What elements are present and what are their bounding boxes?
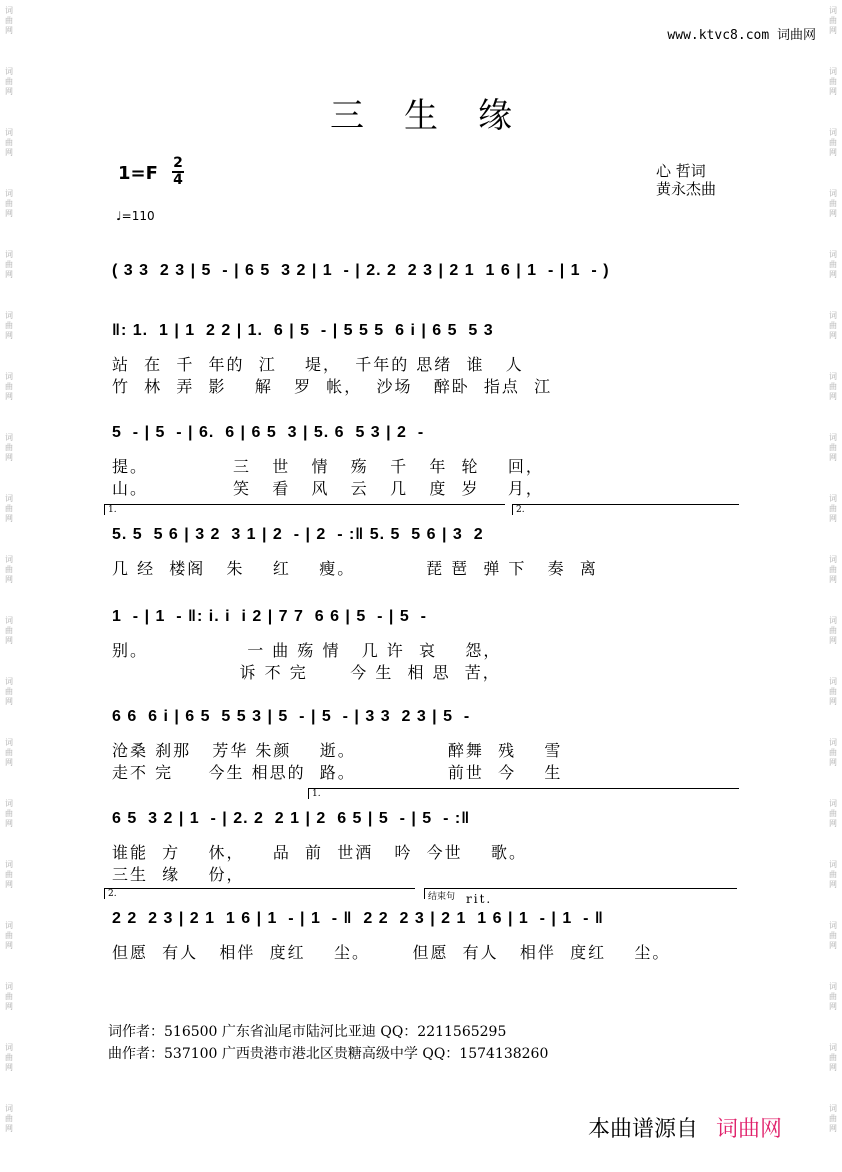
notation-line: ‖: 1. 1 | 1 2 2 | 1. 6 | 5 - | 5 5 5 6 i | 6 5 5 3 (112, 322, 494, 339)
time-signature (172, 156, 184, 188)
volta-bracket (308, 788, 739, 799)
lyrics-verse-1: 沧桑 刹那 芳华 朱颜 逝。 醉舞 残 雪 (112, 741, 563, 760)
volta-bracket (512, 504, 739, 515)
lyrics-verse-2: 走不 完 今生 相思的 路。 前世 今 生 (112, 763, 563, 782)
watermark-text: 词 曲 网 (5, 1043, 13, 1072)
watermark-text: 词 曲 网 (5, 311, 13, 340)
watermark-text: 词 曲 网 (5, 433, 13, 462)
watermark-text: 词 曲 网 (5, 6, 13, 35)
watermark-text: 词 曲 网 (829, 799, 837, 828)
lyrics-verse-1: 但愿 有人 相伴 度红 尘。 但愿 有人 相伴 度红 尘。 (112, 943, 671, 962)
volta-label: 2. (516, 505, 525, 515)
time-bottom: 4 (173, 172, 183, 188)
composer-credit: 黄永杰曲 (656, 180, 717, 198)
time-top: 2 (173, 155, 183, 171)
watermark-text: 词 曲 网 (829, 189, 837, 218)
watermark-text: 词 曲 网 (829, 433, 837, 462)
watermark-text: 词 曲 网 (829, 921, 837, 950)
watermark-text: 词 曲 网 (829, 250, 837, 279)
site-url[interactable]: www.ktvc8.com 词曲网 (667, 28, 816, 43)
left-watermark-column (2, 0, 16, 1172)
watermark-text: 词 曲 网 (829, 372, 837, 401)
lyricist-credit: 心 哲词 (656, 162, 706, 180)
watermark-text: 词 曲 网 (829, 1043, 837, 1072)
notation-line: 6 6 6 i | 6 5 5 5 3 | 5 - | 5 - | 3 3 2 3 | 5 - (112, 708, 471, 725)
notation-line: 2 2 2 3 | 2 1 1 6 | 1 - | 1 - ‖ 2 2 2 3 | 2 1 1 6 | 1 - | 1 - ‖ (112, 910, 604, 927)
watermark-text: 词 曲 网 (829, 494, 837, 523)
watermark-text: 词 曲 网 (5, 189, 13, 218)
lyrics-verse-2: 竹 林 弄 影 解 罗 帐， 沙场 醉卧 指点 江 (112, 377, 553, 396)
watermark-text: 词 曲 网 (829, 860, 837, 889)
volta-label: 1. (312, 789, 321, 799)
volta-label: 结束句 (428, 892, 456, 902)
notation-line: ( 3 3 2 3 | 5 - | 6 5 3 2 | 1 - | 2. 2 2 3 | 2 1 1 6 | 1 - | 1 - ) (112, 262, 610, 279)
lyrics-verse-1: 提。 三 世 情 殇 千 年 轮 回， (112, 457, 544, 476)
watermark-text: 词 曲 网 (5, 921, 13, 950)
watermark-text: 词 曲 网 (829, 677, 837, 706)
watermark-text: 词 曲 网 (829, 311, 837, 340)
volta-bracket (104, 504, 505, 515)
lyrics-verse-1: 谁能 方 休， 品 前 世酒 吟 今世 歌。 (112, 843, 527, 862)
notation-line: 6 5 3 2 | 1 - | 2. 2 2 1 | 2 6 5 | 5 - | 5 - :‖ (112, 810, 471, 827)
watermark-text: 词 曲 网 (5, 494, 13, 523)
watermark-text: 词 曲 网 (829, 67, 837, 96)
watermark-text: 词 曲 网 (829, 616, 837, 645)
ritardando-mark: rit. (466, 892, 493, 906)
lyrics-verse-1: 几 经 楼阁 朱 红 瘦。 琵 琶 弹 下 奏 离 (112, 559, 598, 578)
watermark-text: 词 曲 网 (5, 799, 13, 828)
watermark-text: 词 曲 网 (5, 250, 13, 279)
composer-contact: 曲作者：537100 广西贵港市港北区贵糖高级中学 QQ：1574138260 (108, 1046, 549, 1062)
lyrics-verse-1: 站 在 千 年的 江 堤， 千年的 思绪 谁 人 (112, 355, 524, 374)
source-brand[interactable]: 词曲网 (716, 1117, 783, 1142)
watermark-text: 词 曲 网 (5, 860, 13, 889)
watermark-text: 词 曲 网 (5, 677, 13, 706)
volta-label: 1. (108, 505, 117, 515)
watermark-text: 词 曲 网 (5, 67, 13, 96)
volta-label: 2. (108, 889, 117, 899)
volta-bracket (104, 888, 415, 899)
lyrics-verse-2: 诉 不 完 今 生 相 思 苦， (112, 663, 501, 682)
watermark-text: 词 曲 网 (829, 128, 837, 157)
right-watermark-column (826, 0, 840, 1172)
watermark-text: 词 曲 网 (5, 555, 13, 584)
watermark-text: 词 曲 网 (829, 1104, 837, 1133)
watermark-text: 词 曲 网 (5, 128, 13, 157)
watermark-text: 词 曲 网 (5, 982, 13, 1011)
notation-line: 5 - | 5 - | 6. 6 | 6 5 3 | 5. 6 5 3 | 2 - (112, 424, 425, 441)
lyrics-verse-1: 别。 一 曲 殇 情 几 许 哀 怨， (112, 641, 502, 660)
watermark-text: 词 曲 网 (829, 738, 837, 767)
watermark-text: 词 曲 网 (829, 6, 837, 35)
footer-contacts (108, 1021, 548, 1065)
watermark-text: 词 曲 网 (829, 982, 837, 1011)
notation-line: 1 - | 1 - ‖: i. i i 2 | 7 7 6 6 | 5 - | 5 - (112, 608, 427, 625)
lyrics-verse-2: 山。 笑 看 风 云 几 度 岁 月， (112, 479, 544, 498)
watermark-text: 词 曲 网 (5, 616, 13, 645)
credits (656, 162, 716, 198)
notation-line: 5. 5 5 6 | 3 2 3 1 | 2 - | 2 - :‖ 5. 5 5 6 | 3 2 (112, 526, 484, 543)
source-label: 本曲谱源自 (588, 1117, 699, 1142)
page-title: 三生缘 (330, 96, 552, 136)
lyrics-verse-2: 三生 缘 份， (112, 865, 245, 884)
watermark-text: 词 曲 网 (5, 1104, 13, 1133)
lyricist-contact: 词作者：516500 广东省汕尾市陆河比亚迪 QQ：2211565295 (108, 1024, 507, 1040)
watermark-text: 词 曲 网 (5, 372, 13, 401)
tempo-mark: ♩=110 (116, 209, 155, 223)
key-signature: 1=F (118, 163, 158, 184)
watermark-text: 词 曲 网 (5, 738, 13, 767)
source-line (588, 1112, 782, 1143)
watermark-text: 词 曲 网 (829, 555, 837, 584)
